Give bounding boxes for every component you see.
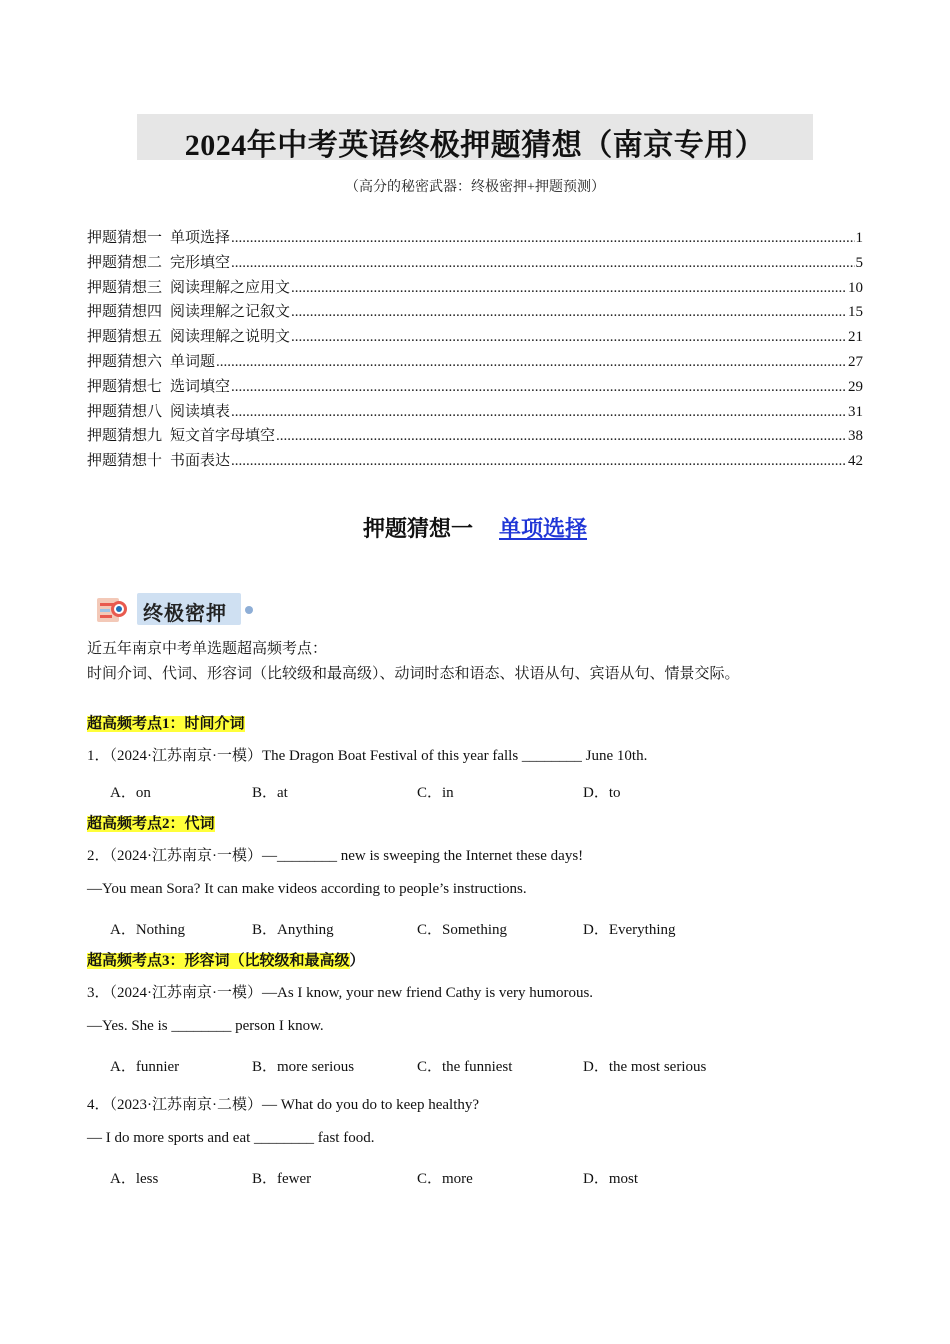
- toc-label: 押题猜想一: [87, 230, 163, 246]
- toc-page: 31: [848, 403, 863, 420]
- answer-option[interactable]: C．Something: [417, 922, 508, 938]
- answer-option[interactable]: D．most: [583, 1171, 639, 1187]
- toc-page: 29: [848, 378, 863, 395]
- section-prefix: 押题猜想一: [362, 516, 473, 541]
- toc-leader: [291, 280, 847, 297]
- toc-leader: [231, 255, 854, 272]
- key-point-label: 超高频考点1：时间介词: [87, 716, 245, 732]
- toc-page: 42: [848, 453, 863, 470]
- toc-topic: 阅读理解之应用文: [170, 279, 291, 296]
- toc-entry[interactable]: [87, 449, 863, 474]
- question-stem: 3．（2024·江苏南京·一模）—As I know, your new friend Cathy is very humorous.: [87, 985, 594, 1001]
- key-point-heading: [87, 949, 365, 970]
- toc-entry[interactable]: [87, 276, 863, 301]
- toc-entry[interactable]: [87, 424, 863, 449]
- key-point-label: 超高频考点2：代词: [87, 816, 215, 832]
- toc-label: 押题猜想三: [87, 279, 163, 296]
- toc-page: 15: [848, 304, 863, 321]
- toc-leader: [231, 379, 847, 396]
- toc-topic: 完形填空: [170, 254, 231, 271]
- question-line: — I do more sports and eat ________ fast food.: [87, 1130, 375, 1146]
- answer-option[interactable]: B．Anything: [252, 922, 334, 938]
- question-line: —Yes. She is ________ person I know.: [87, 1018, 324, 1034]
- section-heading: [0, 512, 950, 543]
- toc-topic: 短文首字母填空: [170, 428, 276, 445]
- toc-entry[interactable]: [87, 400, 863, 425]
- badge-label-box: [137, 593, 241, 625]
- toc-topic: 选词填空: [170, 378, 231, 395]
- intro-line-1: 近五年南京中考单选题超高频考点：: [87, 641, 328, 657]
- key-point-heading: [87, 812, 215, 833]
- toc-topic: 阅读填表: [170, 403, 231, 420]
- answer-option[interactable]: C．more: [417, 1171, 473, 1187]
- toc-label: 押题猜想七: [87, 378, 163, 395]
- question-stem: 2．（2024·江苏南京·一模）—________ new is sweeping the Internet these days!: [87, 848, 584, 864]
- answer-option[interactable]: D．Everything: [583, 922, 676, 938]
- answer-option[interactable]: A．Nothing: [110, 922, 186, 938]
- toc-label: 押题猜想二: [87, 254, 163, 271]
- answer-option[interactable]: B．more serious: [252, 1059, 355, 1075]
- toc-entry[interactable]: [87, 350, 863, 375]
- final-prediction-badge: [95, 592, 259, 626]
- question-stem: 4．（2023·江苏南京·二模）— What do you do to keep healthy?: [87, 1097, 480, 1113]
- toc-topic: 单词题: [170, 353, 216, 370]
- toc-entry[interactable]: [87, 375, 863, 400]
- toc-leader: [216, 354, 847, 371]
- intro-line-2: 时间介词、代词、形容词（比较级和最高级）、动词时态和语态、状语从句、宾语从句、情景交际。: [87, 666, 740, 682]
- answer-option[interactable]: C．in: [417, 785, 454, 801]
- toc-page: 38: [848, 428, 863, 445]
- toc-leader: [291, 304, 847, 321]
- badge-label: 终极密押: [143, 603, 227, 625]
- answer-option[interactable]: C．the funniest: [417, 1059, 513, 1075]
- toc-leader: [291, 329, 847, 346]
- answer-option[interactable]: A．on: [110, 785, 151, 801]
- answer-option[interactable]: A．funnier: [110, 1059, 180, 1075]
- answer-option[interactable]: D．the most serious: [583, 1059, 707, 1075]
- toc-topic: 单项选择: [170, 230, 231, 246]
- toc-leader: [231, 453, 847, 470]
- toc-leader: [231, 230, 854, 247]
- toc-leader: [276, 428, 847, 445]
- toc-entry[interactable]: [87, 226, 863, 251]
- toc-label: 押题猜想十: [87, 453, 163, 470]
- key-point-label-end: ）: [349, 953, 365, 969]
- question-stem: 1．（2024·江苏南京·一模）The Dragon Boat Festival of this year falls ________ June 10th.: [87, 748, 648, 764]
- toc-label: 押题猜想五: [87, 329, 163, 346]
- document-subtitle: （高分的秘密武器：终极密押+押题预测）: [345, 180, 605, 195]
- toc-leader: [231, 404, 847, 421]
- question-line: —You mean Sora? It can make videos according to people’s instructions.: [87, 881, 527, 897]
- toc-label: 押题猜想八: [87, 403, 163, 420]
- toc-entry[interactable]: [87, 325, 863, 350]
- toc-topic: 书面表达: [170, 453, 231, 470]
- table-of-contents: [87, 226, 863, 474]
- badge-dot-icon: [245, 606, 253, 614]
- answer-option[interactable]: B．fewer: [252, 1171, 312, 1187]
- answer-option[interactable]: D．to: [583, 785, 621, 801]
- key-point-heading: [87, 712, 245, 733]
- toc-label: 押题猜想九: [87, 428, 163, 445]
- toc-topic: 阅读理解之记叙文: [170, 304, 291, 321]
- answer-option[interactable]: B．at: [252, 785, 288, 801]
- title-banner: [137, 114, 813, 160]
- key-point-label: 超高频考点3：形容词（比较级和最高级: [87, 953, 350, 969]
- toc-page: 21: [848, 329, 863, 346]
- toc-page: 1: [855, 230, 863, 246]
- toc-page: 5: [855, 254, 863, 271]
- toc-label: 押题猜想六: [87, 353, 163, 370]
- answer-option[interactable]: A．less: [110, 1171, 159, 1187]
- toc-entry[interactable]: [87, 251, 863, 276]
- toc-topic: 阅读理解之说明文: [170, 329, 291, 346]
- target-icon: [95, 594, 133, 624]
- toc-label: 押题猜想四: [87, 304, 163, 321]
- toc-entry[interactable]: [87, 300, 863, 325]
- section-link[interactable]: 单项选择: [499, 516, 588, 541]
- toc-page: 10: [848, 279, 863, 296]
- toc-page: 27: [848, 353, 863, 370]
- document-title: 2024年中考英语终极押题猜想（南京专用）: [184, 129, 766, 162]
